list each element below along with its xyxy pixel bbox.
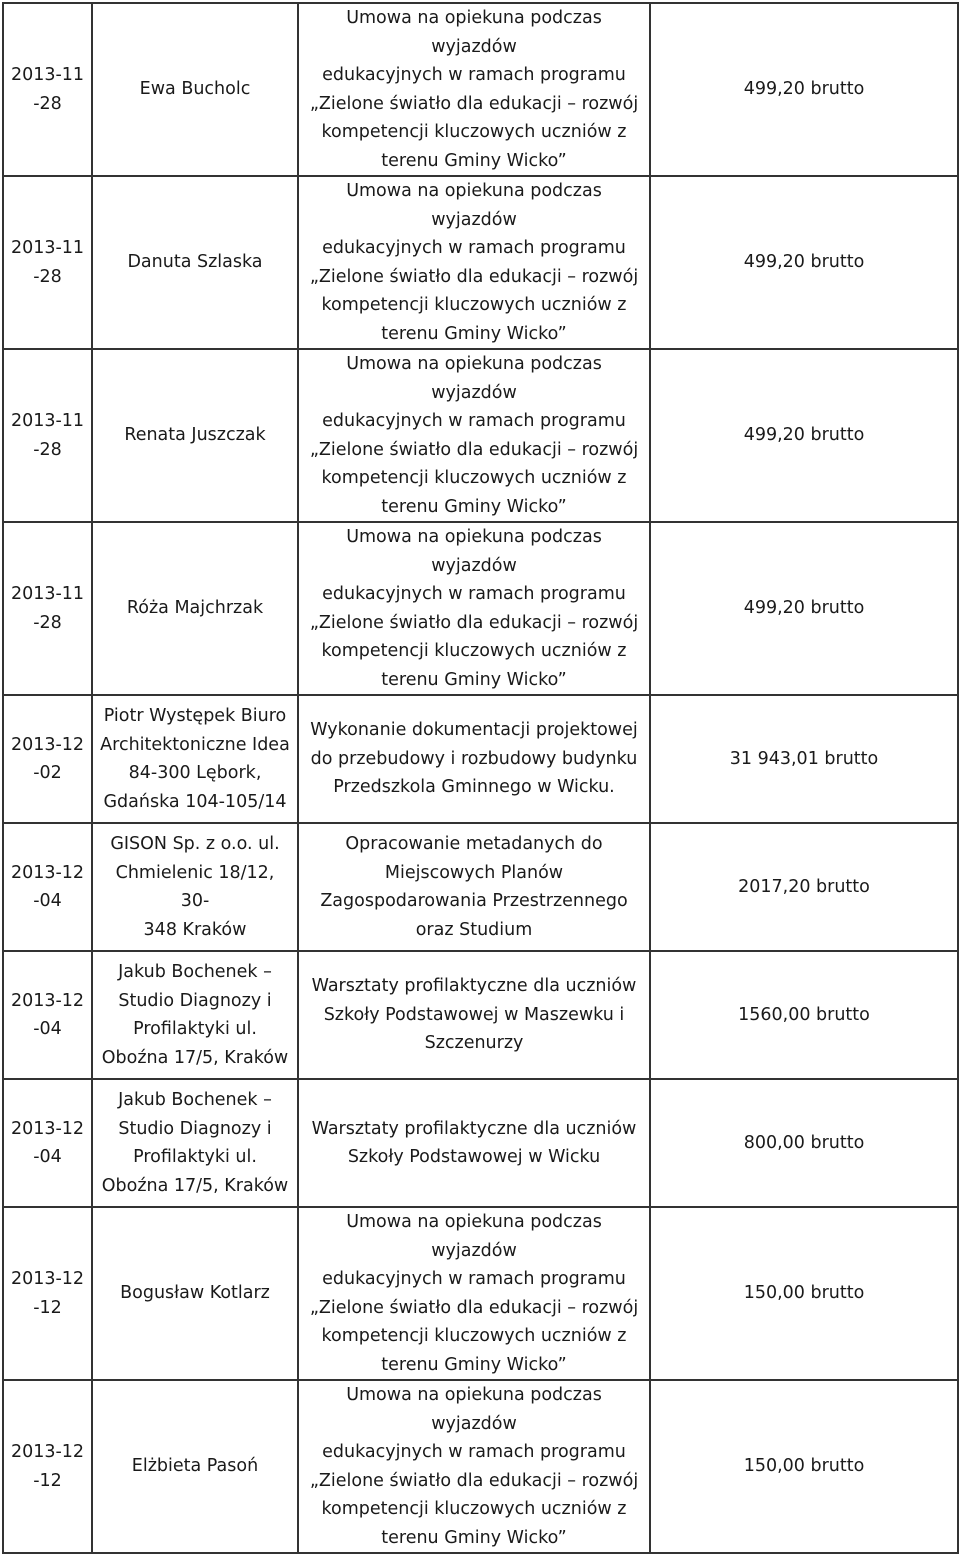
vendor-text: Jakub Bochenek – Studio Diagnozy i Profilaktyki ul. Oboźna 17/5, Kraków	[101, 1090, 289, 1196]
description-cell	[298, 1079, 650, 1207]
date-cell	[3, 1380, 92, 1553]
description-text: Umowa na opiekuna podczas wyjazdów edukacyjnych w ramach programu „Zielone światło dla edukacji – rozwój kompetencji kluczowych uczniów z terenu Gminy Wicko”	[309, 1385, 639, 1548]
description-cell	[298, 522, 650, 695]
description-text: Opracowanie metadanych do Miejscowych Planów Zagospodarowania Przestrzennego oraz Studium	[320, 834, 628, 940]
date-cell	[3, 1207, 92, 1380]
vendor-text: Róża Majchrzak	[126, 598, 264, 619]
amount-text: 800,00 brutto	[743, 1132, 865, 1153]
date-cell	[3, 3, 92, 176]
date-text: 2013-12-12	[10, 1442, 85, 1491]
contracts-table-body	[3, 3, 958, 1553]
date-text: 2013-11-28	[10, 238, 85, 287]
amount-text: 150,00 brutto	[743, 1456, 865, 1477]
amount-cell	[650, 349, 958, 522]
date-text: 2013-11-28	[10, 584, 85, 633]
vendor-cell	[92, 522, 298, 695]
date-cell	[3, 695, 92, 823]
amount-text: 2017,20 brutto	[738, 876, 870, 897]
description-text: Umowa na opiekuna podczas wyjazdów edukacyjnych w ramach programu „Zielone światło dla edukacji – rozwój kompetencji kluczowych uczniów z terenu Gminy Wicko”	[309, 527, 639, 690]
amount-cell	[650, 1079, 958, 1207]
table-row	[3, 176, 958, 349]
date-cell	[3, 176, 92, 349]
description-cell	[298, 823, 650, 951]
description-text: Umowa na opiekuna podczas wyjazdów edukacyjnych w ramach programu „Zielone światło dla edukacji – rozwój kompetencji kluczowych uczniów z terenu Gminy Wicko”	[309, 1212, 639, 1375]
amount-text: 31 943,01 brutto	[729, 748, 879, 769]
date-cell	[3, 522, 92, 695]
vendor-cell	[92, 349, 298, 522]
date-text: 2013-12-02	[10, 734, 85, 783]
table-row	[3, 1079, 958, 1207]
vendor-text: Piotr Występek Biuro Architektoniczne Idea 84-300 Lębork, Gdańska 104-105/14	[100, 706, 290, 812]
vendor-text: Danuta Szlaska	[127, 252, 263, 273]
table-row	[3, 1207, 958, 1380]
date-text: 2013-12-04	[10, 990, 85, 1039]
amount-text: 499,20 brutto	[743, 252, 865, 273]
vendor-cell	[92, 1079, 298, 1207]
date-cell	[3, 951, 92, 1079]
description-text: Umowa na opiekuna podczas wyjazdów edukacyjnych w ramach programu „Zielone światło dla edukacji – rozwój kompetencji kluczowych uczniów z terenu Gminy Wicko”	[309, 8, 639, 171]
table-row	[3, 1380, 958, 1553]
amount-text: 499,20 brutto	[743, 598, 865, 619]
amount-cell	[650, 951, 958, 1079]
amount-cell	[650, 1207, 958, 1380]
description-text: Umowa na opiekuna podczas wyjazdów edukacyjnych w ramach programu „Zielone światło dla edukacji – rozwój kompetencji kluczowych uczniów z terenu Gminy Wicko”	[309, 181, 639, 344]
description-cell	[298, 176, 650, 349]
date-text: 2013-12-04	[10, 862, 85, 911]
amount-cell	[650, 1380, 958, 1553]
date-text: 2013-11-28	[10, 65, 85, 114]
date-text: 2013-12-12	[10, 1269, 85, 1318]
vendor-text: Renata Juszczak	[124, 425, 266, 446]
date-cell	[3, 349, 92, 522]
amount-cell	[650, 3, 958, 176]
vendor-cell	[92, 3, 298, 176]
description-text: Warsztaty profilaktyczne dla uczniów Szkoły Podstawowej w Wicku	[311, 1118, 637, 1167]
table-row	[3, 951, 958, 1079]
vendor-text: GISON Sp. z o.o. ul. Chmielenic 18/12, 30- 348 Kraków	[110, 834, 280, 940]
description-cell	[298, 349, 650, 522]
description-cell	[298, 1380, 650, 1553]
vendor-cell	[92, 823, 298, 951]
description-text: Umowa na opiekuna podczas wyjazdów edukacyjnych w ramach programu „Zielone światło dla edukacji – rozwój kompetencji kluczowych uczniów z terenu Gminy Wicko”	[309, 354, 639, 517]
table-row	[3, 522, 958, 695]
date-cell	[3, 1079, 92, 1207]
vendor-cell	[92, 1207, 298, 1380]
date-text: 2013-12-04	[10, 1118, 85, 1167]
amount-cell	[650, 522, 958, 695]
date-text: 2013-11-28	[10, 411, 85, 460]
vendor-text: Bogusław Kotlarz	[120, 1283, 270, 1304]
table-row	[3, 695, 958, 823]
description-cell	[298, 695, 650, 823]
description-cell	[298, 1207, 650, 1380]
amount-text: 499,20 brutto	[743, 425, 865, 446]
table-row	[3, 349, 958, 522]
description-text: Warsztaty profilaktyczne dla uczniów Szkoły Podstawowej w Maszewku i Szczenurzy	[311, 976, 637, 1054]
vendor-text: Jakub Bochenek – Studio Diagnozy i Profilaktyki ul. Oboźna 17/5, Kraków	[101, 962, 289, 1068]
amount-cell	[650, 176, 958, 349]
amount-text: 150,00 brutto	[743, 1283, 865, 1304]
vendor-cell	[92, 176, 298, 349]
vendor-text: Ewa Bucholc	[139, 79, 251, 100]
table-row	[3, 3, 958, 176]
vendor-cell	[92, 1380, 298, 1553]
amount-cell	[650, 695, 958, 823]
vendor-cell	[92, 951, 298, 1079]
amount-text: 1560,00 brutto	[738, 1004, 870, 1025]
table-row	[3, 823, 958, 951]
description-text: Wykonanie dokumentacji projektowej do przebudowy i rozbudowy budynku Przedszkola Gminnego w Wicku.	[310, 720, 638, 798]
vendor-cell	[92, 695, 298, 823]
description-cell	[298, 951, 650, 1079]
description-cell	[298, 3, 650, 176]
vendor-text: Elżbieta Pasoń	[131, 1456, 259, 1477]
contracts-table	[2, 2, 959, 1554]
date-cell	[3, 823, 92, 951]
amount-text: 499,20 brutto	[743, 79, 865, 100]
amount-cell	[650, 823, 958, 951]
